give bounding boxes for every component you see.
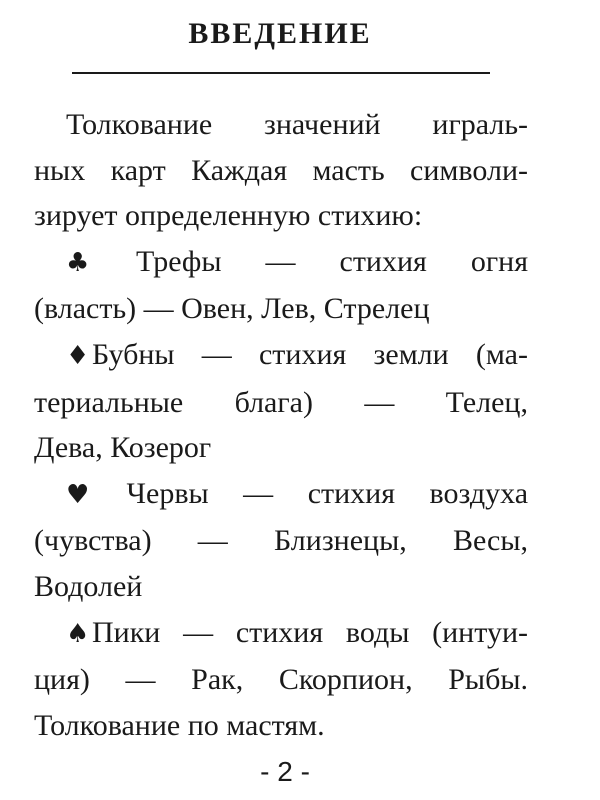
- suit-line: ция) — Рак, Скорпион, Рыбы.: [34, 663, 528, 697]
- body-text: [34, 102, 528, 748]
- suit-line: (власть) — Овен, Лев, Стрелец: [34, 292, 430, 326]
- suit-line: [34, 610, 528, 658]
- suit-line: Дева, Козерог: [34, 431, 212, 465]
- intro-line: ных карт Каждая масть символи-: [34, 153, 528, 187]
- page-number: - 2 -: [260, 756, 310, 787]
- suit-line: [34, 239, 528, 287]
- spade-icon: ♠: [66, 618, 90, 649]
- title-divider: [72, 72, 490, 74]
- diamond-icon: ♦: [66, 340, 90, 371]
- suit-text: Бубны — стихия земли (ма-: [92, 337, 528, 371]
- suit-line: [34, 332, 528, 380]
- club-icon: ♣: [66, 247, 90, 278]
- suit-line: Толкование по мастям.: [34, 708, 325, 742]
- suit-line: [34, 471, 528, 519]
- suit-line: (чувства) — Близнецы, Весы,: [34, 524, 528, 558]
- suit-paragraph-clubs: [34, 239, 528, 332]
- suit-paragraph-hearts: [34, 471, 528, 610]
- suit-text: Пики — стихия воды (интуи-: [92, 615, 528, 649]
- heart-icon: ♥: [66, 479, 90, 510]
- suit-line: териальные блага) — Телец,: [34, 385, 528, 419]
- suit-paragraph-spades: [34, 610, 528, 749]
- page-title: ВВЕДЕНИЕ: [188, 17, 372, 50]
- suit-text: Трефы — стихия огня: [136, 244, 529, 278]
- intro-line: зирует определенную стихию:: [34, 199, 423, 233]
- intro-paragraph: [34, 102, 528, 239]
- suit-paragraph-diamonds: [34, 332, 528, 471]
- suit-line: Водолей: [34, 569, 143, 603]
- suit-text: Червы — стихия воздуха: [126, 476, 529, 510]
- intro-line: Толкование значений играль-: [66, 108, 528, 141]
